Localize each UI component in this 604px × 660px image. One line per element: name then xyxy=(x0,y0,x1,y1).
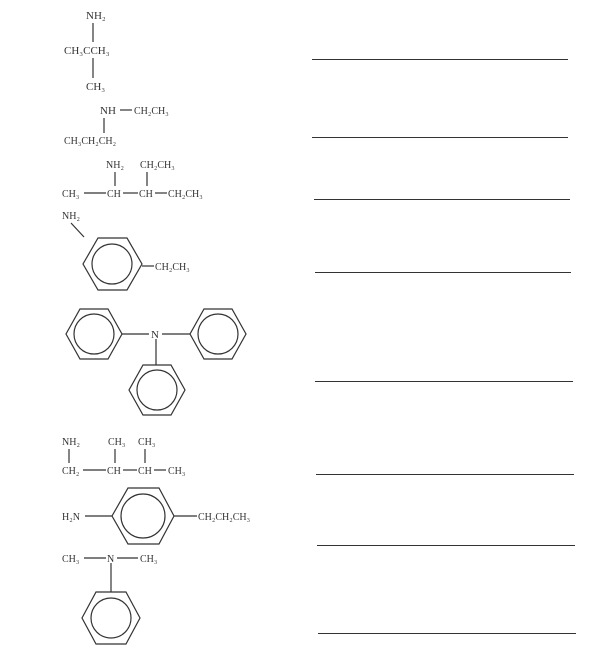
mol8-left: CH₃ xyxy=(62,554,80,565)
mol5-ring-left-circle xyxy=(74,314,114,354)
mol8-n: N xyxy=(107,554,115,565)
mol5-ring-right-circle xyxy=(198,314,238,354)
molecule-7 xyxy=(62,488,250,544)
mol3-nh2: NH₂ xyxy=(106,160,124,171)
mol6-ch2: CH₂ xyxy=(62,466,80,477)
molecule-6 xyxy=(62,437,185,477)
mol6-ch-b: CH xyxy=(138,466,152,477)
answer-line-5[interactable] xyxy=(315,381,573,382)
answer-line-3[interactable] xyxy=(314,199,570,200)
mol3-ch3: CH₃ xyxy=(62,189,80,200)
mol6-end: CH₃ xyxy=(168,466,186,477)
mol3-ethyl-top: CH₂CH₃ xyxy=(140,160,175,171)
mol1-mid: CH₃CCH₃ xyxy=(64,45,110,57)
mol5-ring-bottom-circle xyxy=(137,370,177,410)
molecule-1 xyxy=(64,10,110,93)
mol4-ring-circle xyxy=(92,244,132,284)
molecule-3 xyxy=(62,160,203,200)
answer-line-8[interactable] xyxy=(318,633,576,634)
molecule-4 xyxy=(62,211,190,290)
answer-line-1[interactable] xyxy=(312,59,568,60)
mol6-ch-a: CH xyxy=(107,466,121,477)
molecule-5 xyxy=(66,309,246,415)
molecule-8 xyxy=(62,554,157,644)
mol6-ch3-a: CH₃ xyxy=(108,437,126,448)
mol8-ring-circle xyxy=(91,598,131,638)
answer-line-7[interactable] xyxy=(317,545,575,546)
mol2-nh: NH xyxy=(100,105,116,117)
mol3-ch-a: CH xyxy=(107,189,121,200)
molecule-2 xyxy=(64,105,169,147)
mol7-h2n: H₂N xyxy=(62,512,80,523)
mol1-bottom: CH₃ xyxy=(86,81,106,93)
mol4-bond-nh2 xyxy=(71,223,84,237)
answer-line-6[interactable] xyxy=(316,474,574,475)
mol2-right: CH₂CH₃ xyxy=(134,106,169,117)
mol6-nh2: NH₂ xyxy=(62,437,80,448)
mol7-propyl: CH₂CH₂CH₃ xyxy=(198,512,251,523)
mol7-ring-circle xyxy=(121,494,165,538)
mol5-n: N xyxy=(151,329,159,341)
answer-line-4[interactable] xyxy=(315,272,571,273)
mol3-end: CH₂CH₃ xyxy=(168,189,203,200)
mol1-nh2: NH₂ xyxy=(86,10,106,22)
mol6-ch3-b: CH₃ xyxy=(138,437,156,448)
mol4-nh2: NH₂ xyxy=(62,211,80,222)
mol8-right: CH₃ xyxy=(140,554,158,565)
mol3-ch-b: CH xyxy=(139,189,153,200)
mol2-bottom: CH₃CH₂CH₂ xyxy=(64,136,117,147)
mol4-ethyl: CH₂CH₃ xyxy=(155,262,190,273)
answer-line-2[interactable] xyxy=(312,137,568,138)
